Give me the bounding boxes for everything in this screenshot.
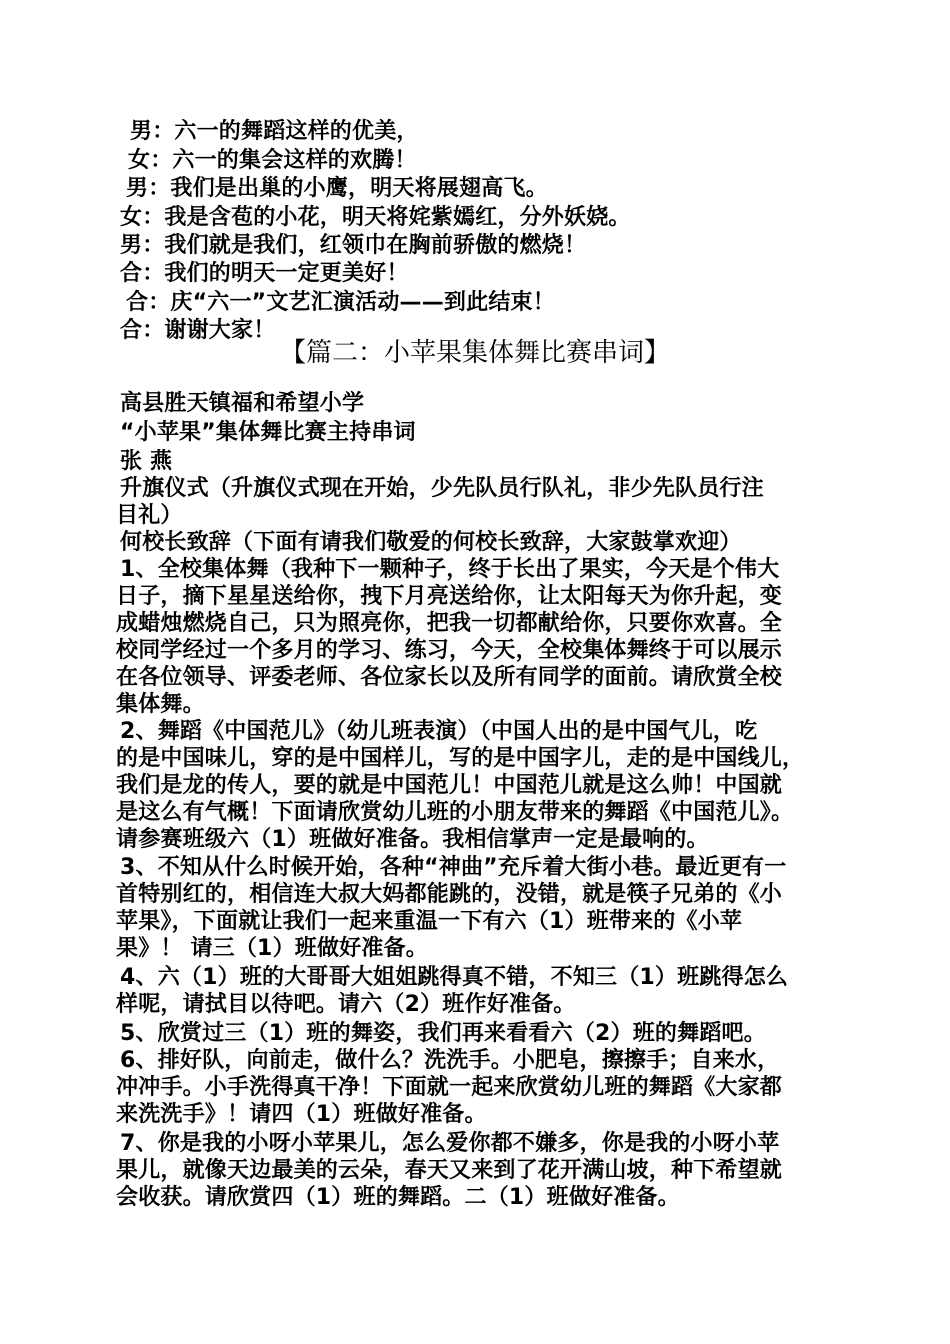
dialogue-line: 男：我们就是我们，红领巾在胸前骄傲的燃烧！ <box>120 233 587 258</box>
script-line: 目礼） <box>116 503 183 528</box>
author-name: 张 燕 <box>120 449 173 474</box>
dialogue-line: 合：庆“六一”文艺汇演活动——到此结束！ <box>126 290 555 315</box>
script-line: 在各位领导、评委老师、各位家长以及所有同学的面前。请欣赏全校 <box>116 665 783 690</box>
script-line: 我们是龙的传人，要的就是中国范儿！中国范儿就是这么帅！中国就 <box>116 773 783 798</box>
section-heading: 【篇二：小苹果集体舞比赛串词】 <box>279 338 670 368</box>
script-line: 的是中国味儿，穿的是中国样儿，写的是中国字儿，走的是中国线儿， <box>116 746 805 771</box>
script-line: 请参赛班级六（1）班做好准备。我相信掌声一定是最响的。 <box>116 827 709 852</box>
script-line: 7、你是我的小呀小苹果儿，怎么爱你都不嫌多，你是我的小呀小苹 <box>120 1131 780 1156</box>
script-line: 成蜡烛燃烧自己，只为照亮你，把我一切都献给你，只要你欢喜。全 <box>116 611 783 636</box>
script-line: 果儿，就像天边最美的云朵，春天又来到了花开满山坡，种下希望就 <box>116 1158 783 1183</box>
script-line: 果》！ 请三（1）班做好准备。 <box>116 936 428 961</box>
script-line: 4、六（1）班的大哥哥大姐姐跳得真不错，不知三（1）班跳得怎么 <box>120 965 789 990</box>
dialogue-line: 男：六一的舞蹈这样的优美， <box>130 119 419 144</box>
script-line: 会收获。请欣赏四（1）班的舞蹈。二（1）班做好准备。 <box>116 1185 680 1210</box>
script-line: 苹果》，下面就让我们一起来重温一下有六（1）班带来的《小苹 <box>116 909 743 934</box>
dialogue-line: 女：六一的集会这样的欢腾！ <box>128 148 417 173</box>
script-line: 校同学经过一个多月的学习、练习，今天，全校集体舞终于可以展示 <box>116 638 783 663</box>
script-line: 何校长致辞（下面有请我们敬爱的何校长致辞，大家鼓掌欢迎） <box>120 530 742 555</box>
script-line: 是这么有气概！下面请欣赏幼儿班的小朋友带来的舞蹈《中国范儿》。 <box>116 800 794 825</box>
script-line: 6、排好队，向前走，做什么？洗洗手。小肥皂，擦擦手；自来水， <box>120 1048 780 1073</box>
script-line: 5、欣赏过三（1）班的舞姿，我们再来看看六（2）班的舞蹈吧。 <box>120 1021 766 1046</box>
script-line: 升旗仪式（升旗仪式现在开始，少先队员行队礼，非少先队员行注 <box>120 476 764 501</box>
script-line: 2、舞蹈《中国范儿》（幼儿班表演）（中国人出的是中国气儿，吃 <box>120 719 758 744</box>
dialogue-line: 男：我们是出巢的小鹰，明天将展翅高飞。 <box>126 176 548 201</box>
script-line: 3、不知从什么时候开始，各种“神曲”充斥着大街小巷。最近更有一 <box>120 855 787 880</box>
script-line: 日子，摘下星星送给你，拽下月亮送给你，让太阳每天为你升起，变 <box>116 584 783 609</box>
dialogue-line: 女：我是含苞的小花，明天将姹紫嫣红，分外妖娆。 <box>120 205 631 230</box>
script-line: 集体舞。 <box>116 692 205 717</box>
script-line: 冲冲手。小手洗得真干净！下面就一起来欣赏幼儿班的舞蹈《大家都 <box>116 1075 783 1100</box>
dialogue-line: 合：谢谢大家！ <box>120 318 276 343</box>
script-line: 首特别红的，相信连大叔大妈都能跳的，没错，就是筷子兄弟的《小 <box>116 882 783 907</box>
script-title: “小苹果”集体舞比赛主持串词 <box>120 420 416 445</box>
script-line: 1、全校集体舞（我种下一颗种子，终于长出了果实，今天是个伟大 <box>120 557 780 582</box>
script-line: 来洗洗手》！请四（1）班做好准备。 <box>116 1102 487 1127</box>
script-line: 样呢，请拭目以待吧。请六（2）班作好准备。 <box>116 992 576 1017</box>
dialogue-line: 合：我们的明天一定更美好！ <box>120 261 409 286</box>
school-name: 高县胜天镇福和希望小学 <box>120 391 365 416</box>
